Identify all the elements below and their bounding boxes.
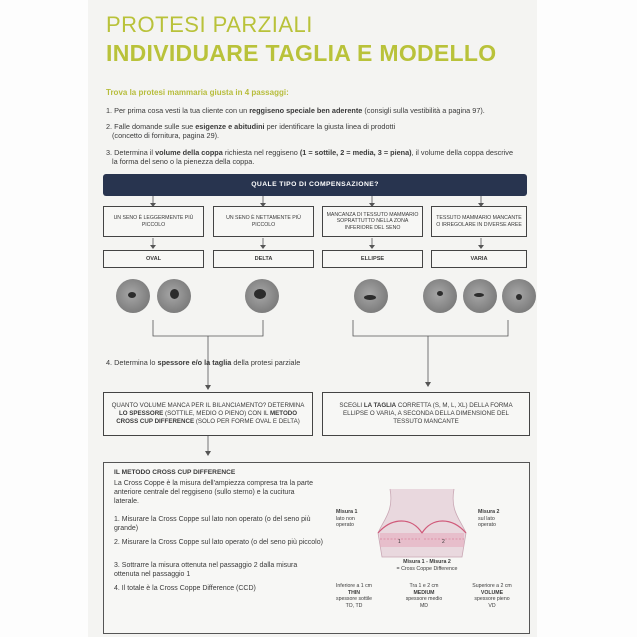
brochure-page <box>88 0 537 637</box>
result-thickness-box: QUANTO VOLUME MANCA PER IL BILANCIAMENTO? DETERMINA LO SPESSORE (SOTTILE, MEDIO O PIENO) CON IL METODO CROSS CUP DIFFERENCE (SOLO PER FORME OVAL E DELTA) <box>103 392 313 436</box>
option-tag-oval: OVAL <box>103 250 204 268</box>
oval-illustration-1 <box>116 279 150 313</box>
option-tag-ellipse: ELLIPSE <box>322 250 423 268</box>
question-banner: QUALE TIPO DI COMPENSAZIONE? <box>103 174 527 196</box>
step-4: 4. Determina lo spessore e/o la taglia della protesi parziale <box>106 358 301 367</box>
varia-illustration-3 <box>502 279 536 313</box>
option-tag-delta: DELTA <box>213 250 314 268</box>
thickness-medium: Tra 1 e 2 cm MEDIUM spessore medio MD <box>405 583 443 609</box>
title-line-1: PROTESI PARZIALI <box>106 12 313 37</box>
panel-heading: IL METODO CROSS CUP DIFFERENCE <box>114 469 236 476</box>
step-2: 2. Falle domande sulle sue esigenze e abitudini per identificare la giusta linea di prodotti (concetto di fornitura, pagina 29). <box>106 122 396 140</box>
step-1: 1. Per prima cosa vesti la tua cliente con un reggiseno speciale ben aderente (consigli sulla vestibilità a pagina 97). <box>106 106 485 115</box>
ccd-formula: Misura 1 - Misura 2 = Cross Coppe Difference <box>396 559 458 572</box>
option-desc-varia: TESSUTO MAMMARIO MANCANTE O IRREGOLARE IN DIVERSE AREE <box>431 206 527 237</box>
varia-illustration-1 <box>423 279 457 313</box>
ellipse-illustration <box>354 279 388 313</box>
svg-text:1: 1 <box>398 539 401 545</box>
step-3: 3. Determina il volume della coppa richiesta nel reggiseno (1 = sottile, 2 = media, 3 = piena), il volume della coppa descrive la forma del seno o la pienezza della coppa. <box>106 148 514 166</box>
measure-2-label: Misura 2 sul lato operato <box>478 509 500 528</box>
panel-description: La Cross Coppe è la misura dell'ampiezza compresa tra la parte anteriore centrale del reggiseno (sullo sterno) e la cucitura laterale. <box>114 480 313 505</box>
measure-1-label: Misura 1 lato non operato <box>336 509 358 528</box>
varia-illustration-2 <box>463 279 497 313</box>
panel-item-2: 2. Misurare la Cross Coppe sul lato operato (o del seno più piccolo) <box>114 539 323 546</box>
panel-item-1: 1. Misurare la Cross Coppe sul lato non operato (o del seno più grande) <box>114 516 311 532</box>
bra-illustration <box>372 481 472 561</box>
intro-text: Trova la protesi mammaria giusta in 4 passaggi: <box>106 88 289 97</box>
oval-illustration-2 <box>157 279 191 313</box>
delta-illustration <box>245 279 279 313</box>
panel-item-3: 3. Sottrarre la misura ottenuta nel passaggio 2 dalla misura ottenuta nel passaggio 1 <box>114 562 298 578</box>
thickness-volume: Superiore a 2 cm VOLUME spessore pieno VD <box>472 583 512 609</box>
option-desc-oval: UN SENO È LEGGERMENTE PIÙ PICCOLO <box>103 206 204 237</box>
title-line-2: INDIVIDUARE TAGLIA E MODELLO <box>106 40 497 66</box>
option-desc-delta: UN SENO È NETTAMENTE PIÙ PICCOLO <box>213 206 314 237</box>
option-tag-varia: VARIA <box>431 250 527 268</box>
cross-cup-panel <box>103 462 530 634</box>
svg-text:2: 2 <box>442 539 445 545</box>
thickness-thin: Inferiore a 1 cm THIN spessore sottile TO, TD <box>335 583 373 609</box>
result-size-box: SCEGLI LA TAGLIA CORRETTA (S, M, L, XL) DELLA FORMA ELLIPSE O VARIA, A SECONDA DELLA DIMENSIONE DEL TESSUTO MANCANTE <box>322 392 530 436</box>
option-desc-ellipse: MANCANZA DI TESSUTO MAMMARIO SOPRATTUTTO NELLA ZONA INFERIORE DEL SENO <box>322 206 423 237</box>
panel-item-4: 4. Il totale è la Cross Coppe Difference (CCD) <box>114 585 256 592</box>
